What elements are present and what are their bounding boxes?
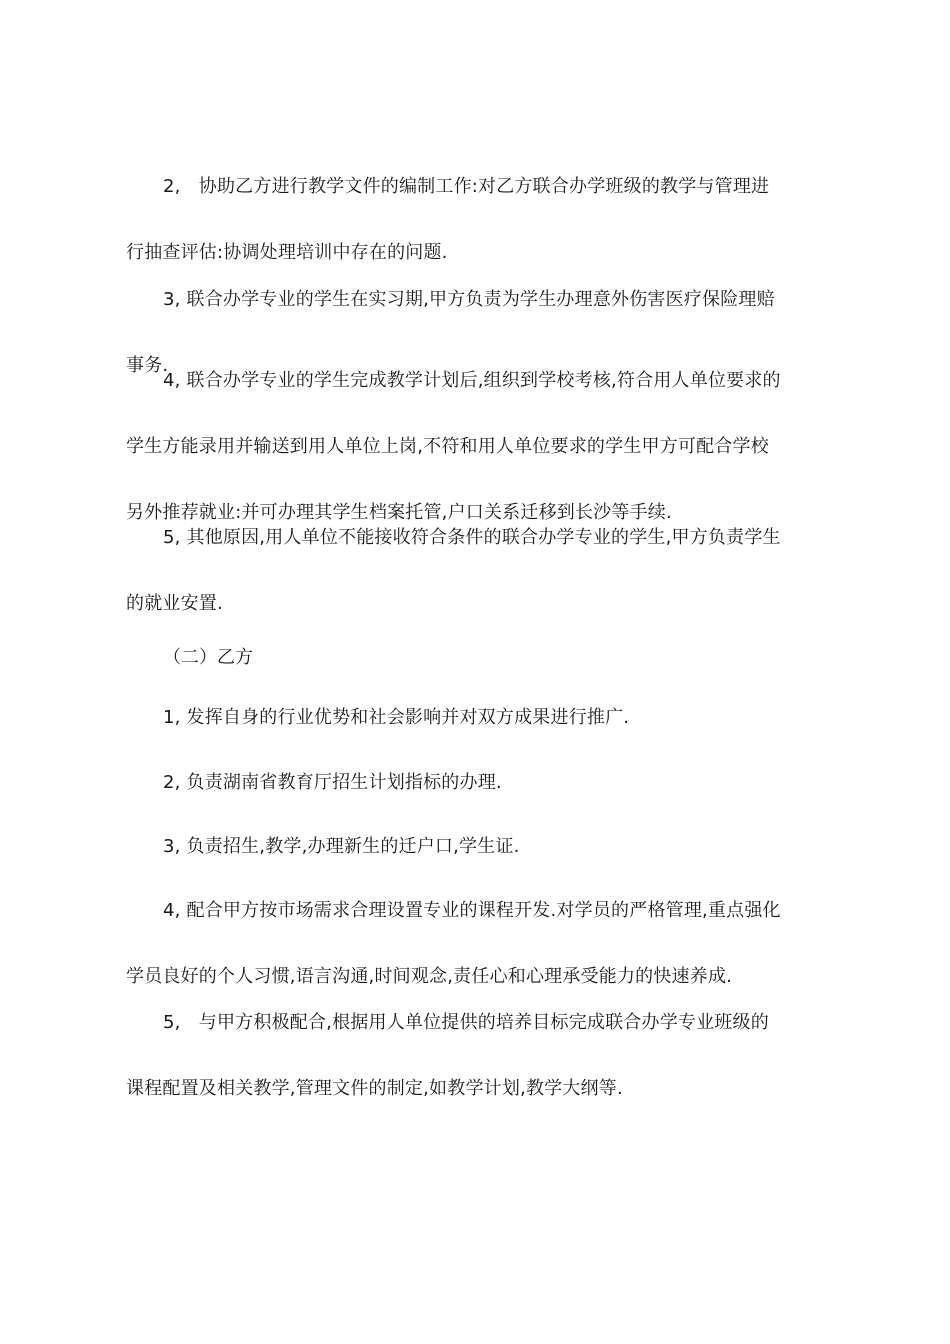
paragraph-jia-5 (126, 505, 816, 637)
paragraph-line: 2, 协助乙方进行教学文件的编制工作:对乙方联合办学班级的教学与管理进 (163, 176, 770, 197)
paragraph-line: 的就业安置. (126, 593, 223, 614)
paragraph-line: 2, 负责湖南省教育厅招生计划指标的办理. (163, 772, 502, 793)
paragraph-yi-1 (126, 685, 816, 751)
paragraph-line: 3, 联合办学专业的学生在实习期,甲方负责为学生办理意外伤害医疗保险理赔 (163, 289, 775, 310)
paragraph-line: 3, 负责招生,教学,办理新生的迁户口,学生证. (163, 836, 520, 857)
paragraph-yi-5 (126, 990, 816, 1122)
paragraph-line: 4, 联合办学专业的学生完成教学计划后,组织到学校考核,符合用人单位要求的 (163, 370, 781, 391)
paragraph-line: 事务. (126, 355, 169, 376)
paragraph-yi-2 (126, 750, 816, 816)
paragraph-line: 1, 发挥自身的行业优势和社会影响并对双方成果进行推广. (163, 707, 630, 728)
paragraph-line: 学生方能录用并输送到用人单位上岗,不符和用人单位要求的学生甲方可配合学校 (126, 436, 769, 457)
paragraph-line: 4, 配合甲方按市场需求合理设置专业的课程开发.对学员的严格管理,重点强化 (163, 900, 781, 921)
paragraph-line: 5, 与甲方积极配合,根据用人单位提供的培养目标完成联合办学专业班级的 (163, 1012, 769, 1033)
paragraph-line: 5, 其他原因,用人单位不能接收符合条件的联合办学专业的学生,甲方负责学生 (163, 527, 781, 548)
paragraph-line: 行抽查评估:协调处理培训中存在的问题. (126, 242, 448, 263)
section-heading: （二）乙方 (163, 647, 253, 668)
paragraph-line: 课程配置及相关教学,管理文件的制定,如教学计划,教学大纲等. (126, 1078, 623, 1099)
paragraph-line: 学员良好的个人习惯,语言沟通,时间观念,责任心和心理承受能力的快速养成. (126, 966, 733, 987)
paragraph-line: 另外推荐就业:并可办理其学生档案托管,户口关系迁移到长沙等手续. (126, 502, 672, 523)
paragraph-yi-3 (126, 814, 816, 880)
